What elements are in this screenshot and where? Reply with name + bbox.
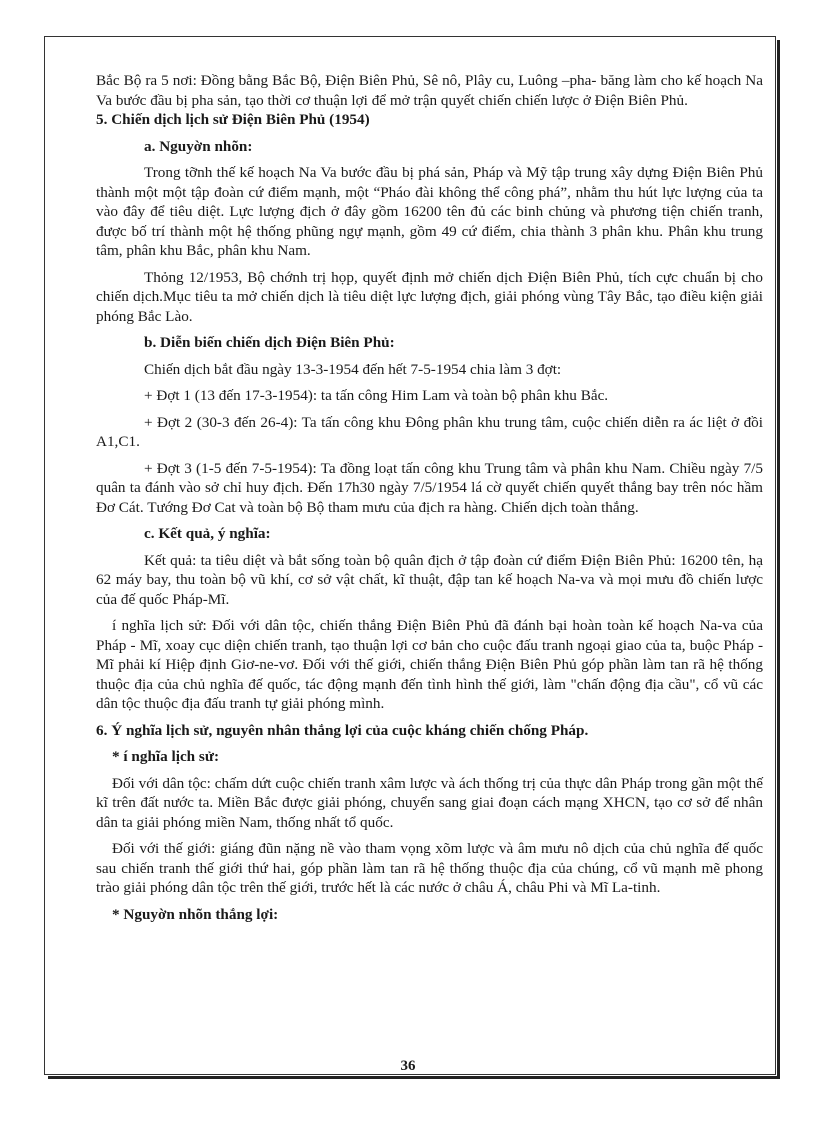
page-number: 36 xyxy=(400,1058,416,1074)
section-6-meaning-nation: Đối với dân tộc: chấm dứt cuộc chiến tranh xâm lược và ách thống trị của thực dân Pháp trong gần một thế kĩ trên đất nước ta. Miền Bắc được giải phóng, chuyển sang giai đoạn cách mạng XHCN, tạo cơ sở để nhân dân ta giải phóng miền Nam, thống nhất tổ quốc. xyxy=(96,774,763,831)
section-5c-result: Kết quả: ta tiêu diệt và bắt sống toàn bộ quân địch ở tập đoàn cứ điểm Điện Biên Phủ: 16200 tên, hạ 62 máy bay, thu toàn bộ vũ khí, cơ sở vật chất, kĩ thuật, đập tan kế hoạch Na-va và mọi mưu đồ chiến lược của đế quốc Pháp-Mĩ. xyxy=(96,551,763,608)
section-6-meaning-world: Đối với thế giới: giáng đũn nặng nề vào tham vọng xõm lược và âm mưu nô dịch của chủ nghĩa đế quốc sau chiến tranh thế giới thứ hai, góp phần làm tan rã hệ thống thuộc địa của chúng, cổ vũ mạnh mẽ phong trào giải phóng dân tộc trên thế giới, trước hết là các nước ở châu Á, châu Phi và Mĩ La-tinh. xyxy=(96,840,763,896)
section-5a-paragraph-1: Trong tỡnh thế kế hoạch Na Va bước đầu bị phá sản, Pháp và Mỹ tập trung xây dựng Điện Biên Phủ thành một một tập đoàn cứ điểm mạnh, một “Pháo đài không thể công phá”, nhằm thu hút lực lượng của ta vào đây để tiêu diệt. Lực lượng địch ở đây gồm 16200 tên đủ các binh chủng và phương tiện chiến tranh, được bố trí thành một hệ thống phũng ngự mạnh, gồm 49 cứ điểm, chia thành 3 phân khu. Phân khu trung tâm, phân khu Bắc, phân khu Nam. xyxy=(96,164,763,259)
page-content xyxy=(96,71,763,924)
continuation-paragraph: Bắc Bộ ra 5 nơi: Đồng bằng Bắc Bộ, Điện Biên Phủ, Sê nô, Plây cu, Luông –pha- băng làm cho kế hoạch Na Va bước đầu bị pha sản, tạo thời cơ thuận lợi để mở trận quyết chiến chiến lược ở Điện Biên Phủ. xyxy=(96,72,763,109)
section-6-heading: 6. Ý nghĩa lịch sử, nguyên nhân thắng lợi của cuộc kháng chiến chống Pháp. xyxy=(96,721,589,739)
section-5b-intro: Chiến dịch bắt đầu ngày 13-3-1954 đến hết 7-5-1954 chia làm 3 đợt: xyxy=(144,360,562,378)
section-5c-heading: c. Kết quả, ý nghĩa: xyxy=(144,525,271,542)
section-6-causes-heading: * Nguyờn nhõn thắng lợi: xyxy=(112,905,279,923)
section-5b-phase-1: + Đợt 1 (13 đến 17-3-1954): ta tấn công Him Lam và toàn bộ phân khu Bắc. xyxy=(144,387,609,404)
section-5b-phase-2: + Đợt 2 (30-3 đến 26-4): Ta tấn công khu Đông phân khu trung tâm, cuộc chiến diễn ra ác liệt ở đồi A1,C1. xyxy=(96,413,763,450)
section-5-heading: 5. Chiến dịch lịch sử Điện Biên Phủ (1954) xyxy=(96,111,370,128)
section-5c-meaning: í nghĩa lịch sử: Đối với dân tộc, chiến thắng Điện Biên Phủ đã đánh bại hoàn toàn kế hoạch Na-va của Pháp - Mĩ, xoay cục diện chiến tranh, tạo thuận lợi cơ bản cho cuộc đấu tranh ngoại giao của ta, buộc Pháp - Mĩ phải kí Hiệp định Giơ-ne-vơ. Đối với thế giới, chiến thắng Điện Biên Phủ góp phần làm tan rã hệ thống thuộc địa của chủ nghĩa đế quốc, tác động mạnh đến tình hình thế giới, làm "chấn động địa cầu", cổ vũ các dân tộc thuộc địa đấu tranh tự giải phóng mình. xyxy=(96,617,763,712)
section-5a-heading: a. Nguyờn nhõn: xyxy=(144,137,253,155)
section-6-meaning-heading: * í nghĩa lịch sử: xyxy=(112,748,220,765)
section-5b-heading: b. Diễn biến chiến dịch Điện Biên Phủ: xyxy=(144,334,395,351)
section-5a-paragraph-2: Thỏng 12/1953, Bộ chớnh trị họp, quyết định mở chiến dịch Điện Biên Phủ, tích cực chuẩn bị cho chiến dịch.Mục tiêu ta mở chiến dịch là tiêu diệt lực lượng địch, giải phóng vùng Tây Bắc, tạo điều kiện giải phóng Bắc Lào. xyxy=(96,268,763,325)
section-5b-phase-3: + Đợt 3 (1-5 đến 7-5-1954): Ta đồng loạt tấn công khu Trung tâm và phân khu Nam. Chiều ngày 7/5 quân ta đánh vào sở chỉ huy địch. Đến 17h30 ngày 7/5/1954 lá cờ quyết chiến quyết thắng bay trên nóc hầm Đơ Cát. Tướng Đơ Cat và toàn bộ Bộ tham mưu của địch ra hàng. Chiến dịch toàn thắng. xyxy=(96,459,763,516)
